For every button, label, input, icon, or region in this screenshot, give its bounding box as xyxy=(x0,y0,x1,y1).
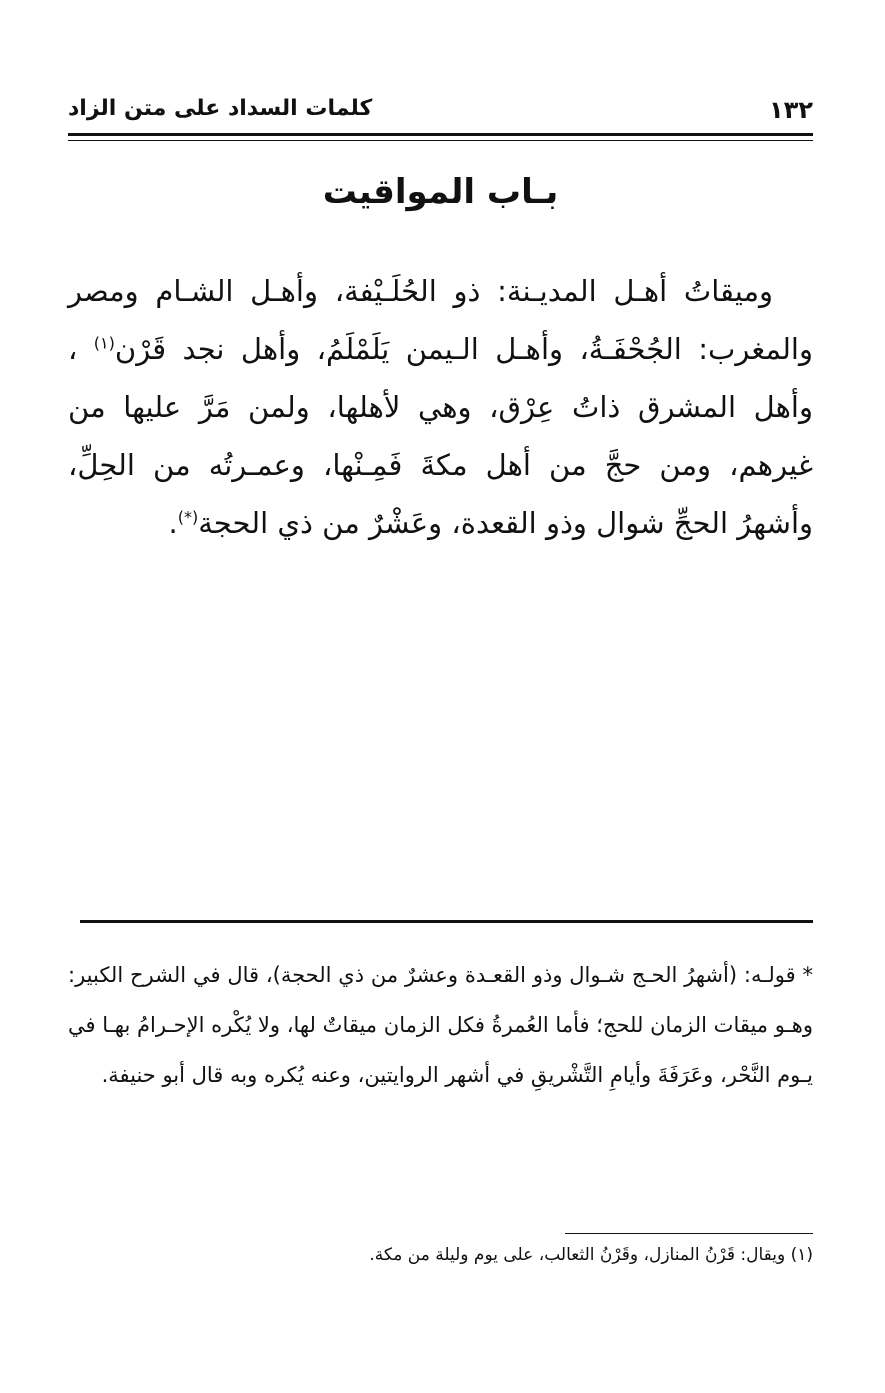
main-text-end: . xyxy=(168,506,178,540)
header-rule-thin xyxy=(68,140,813,141)
page-number: ١٣٢ xyxy=(769,96,813,124)
commentary-separator xyxy=(80,920,813,923)
page-header xyxy=(68,92,813,132)
running-title: كلمات السداد على متن الزاد xyxy=(68,96,373,121)
header-rule-thick xyxy=(68,133,813,136)
footnote-reference: (١) xyxy=(93,333,115,353)
main-text xyxy=(68,262,813,552)
commentary-reference: (*) xyxy=(177,507,199,527)
footnote-text: (١) ويقال: قَرْنُ المنازل، وقَرْنُ الثعالب، على يوم وليلة من مكة. xyxy=(369,1245,813,1265)
main-text-part1: وميقاتُ أهـل المديـنة: ذو الحُلَـيْفة، وأهـل الشـام ومصر والمغرب: الجُحْفَـةُ، وأهـل الـيمن يَلَمْلَمُ، وأهل نجد قَرْن xyxy=(68,274,813,366)
main-text-part2: ، وأهل المشرق ذاتُ عِرْق، وهي لأهلها، ولمن مَرَّ عليها من غيرهم، ومن حجَّ من أهل مكةَ فَمِـنْها، وعمـرتُه من الحِلِّ، وأشهرُ الحجِّ شوال وذو القعدة، وعَشْرٌ من ذي الحجة xyxy=(68,332,813,540)
commentary-text: * قولـه: (أشهرُ الحـج شـوال وذو القعـدة وعشرٌ من ذي الحجة)، قال في الشرح الكبير: وهـو ميقات الزمان للحج؛ فأما العُمرةُ فكل الزمان ميقاتٌ لها، ولا يُكْره الإحـرامُ بهـا في يـوم النَّحْر، وعَرَفَةَ وأيامِ التَّشْريقِ في أشهر الروايتين، وعنه يُكره وبه قال أبو حنيفة. xyxy=(68,963,813,1087)
footnote-separator xyxy=(565,1233,813,1234)
chapter-title: بـاب المواقيت xyxy=(322,172,559,212)
